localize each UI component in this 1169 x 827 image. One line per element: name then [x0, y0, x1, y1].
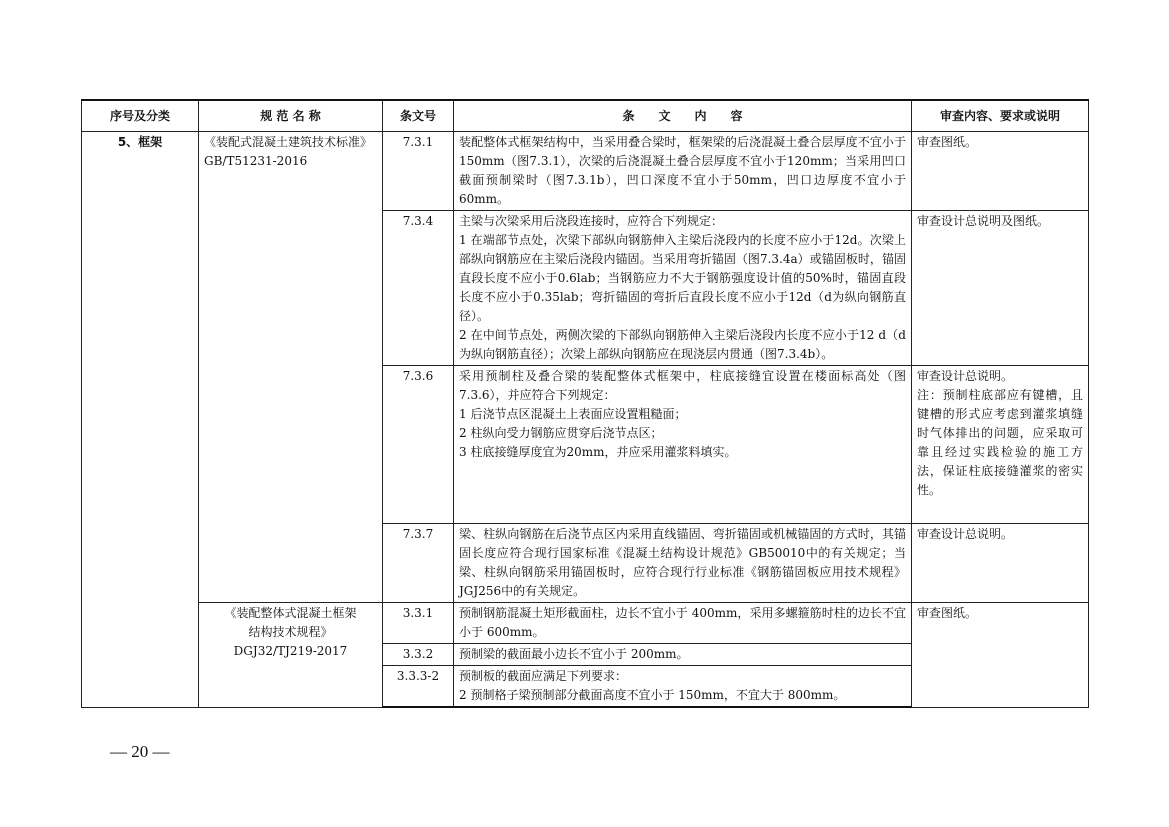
review-text: 审查设计总说明。 [917, 369, 1014, 383]
review-text: 审查设计总说明。 [917, 527, 1014, 541]
clause-content-cell [454, 644, 912, 666]
content-paragraph: 主梁与次梁采用后浇段连接时，应符合下列规定： [459, 214, 724, 228]
header-standard-name: 规 范 名 称 [199, 100, 383, 132]
content-paragraph: 2 柱纵向受力钢筋应贯穿后浇节点区； [459, 426, 663, 440]
content-paragraph: 采用预制柱及叠合梁的装配整体式框架中，柱底接缝宜设置在楼面标高处（图7.3.6），并应符合下列规定： [459, 369, 906, 402]
standard-name-line: 结构技术规程》 [248, 625, 333, 639]
clause-no-cell: 7.3.1 [383, 132, 454, 211]
review-cell [912, 211, 1089, 366]
content-paragraph: 预制板的截面应满足下列要求： [459, 669, 628, 683]
header-clause-content: 条 文 内 容 [454, 100, 912, 132]
content-paragraph: 1 后浇节点区混凝土上表面应设置粗糙面； [459, 407, 687, 421]
review-cell [912, 524, 1089, 603]
table-row [82, 603, 1089, 644]
content-paragraph: 装配整体式框架结构中，当采用叠合梁时，框架梁的后浇混凝土叠合层厚度不宜小于150mm（图7.3.1），次梁的后浇混凝土叠合层厚度不宜小于120mm；当采用凹口截面预制梁时（图7.3.1b），凹口深度不宜小于50mm，凹口边厚度不宜小于60mm。 [459, 135, 906, 206]
clause-no-cell: 3.3.3-2 [383, 666, 454, 708]
clause-content-cell [454, 132, 912, 211]
clause-content-cell [454, 666, 912, 708]
content-paragraph: 2 在中间节点处，两侧次梁的下部纵向钢筋伸入主梁后浇段内长度不应小于12 d（d为纵向钢筋直径）；次梁上部纵向钢筋应在现浇层内贯通（图7.3.4b）。 [459, 328, 906, 361]
content-paragraph: 1 在端部节点处，次梁下部纵向钢筋伸入主梁后浇段内的长度不应小于12d。次梁上部纵向钢筋应在主梁后浇段内锚固。当采用弯折锚固（图7.3.4a）或锚固板时，锚固直段长度不应小于0.6lab；当钢筋应力不大于钢筋强度设计值的50%时，锚固直段长度不应小于0.35lab；弯折锚固的弯折后直段长度不应小于12d（d为纵向钢筋直径）。 [459, 233, 906, 323]
standard-name-cell [199, 603, 383, 708]
header-category: 序号及分类 [82, 100, 199, 132]
review-text: 审查图纸。 [917, 135, 978, 149]
clause-content-cell [454, 211, 912, 366]
clause-no-cell: 7.3.7 [383, 524, 454, 603]
review-cell [912, 132, 1089, 211]
standard-name-line: 《装配整体式混凝土框架 [224, 606, 357, 620]
content-paragraph: 3 柱底接缝厚度宜为20mm，并应采用灌浆料填实。 [459, 445, 737, 459]
review-cell [912, 366, 1089, 524]
clause-content-cell [454, 524, 912, 603]
spec-table [81, 99, 1089, 708]
review-note: 注：预制柱底部应有键槽，且键槽的形式应考虑到灌浆填缝时气体排出的问题，应采取可靠且经过实践检验的施工方法，保证柱底接缝灌浆的密实性。 [917, 388, 1083, 497]
standard-name-cell: 《装配式混凝土建筑技术标准》GB/T51231-2016 [199, 132, 383, 603]
table-row [82, 132, 1089, 211]
clause-content-cell [454, 603, 912, 644]
clause-no-cell: 3.3.2 [383, 644, 454, 666]
standard-name-line: DGJ32/TJ219-2017 [233, 644, 348, 658]
content-paragraph: 预制梁的截面最小边长不宜小于 200mm。 [459, 647, 689, 661]
header-review: 审查内容、要求或说明 [912, 100, 1089, 132]
page-number: — 20 — [110, 742, 170, 761]
clause-no-cell: 7.3.6 [383, 366, 454, 524]
header-clause-no: 条文号 [383, 100, 454, 132]
content-paragraph: 2 预制格子梁预制部分截面高度不宜小于 150mm，不宜大于 800mm。 [459, 688, 846, 702]
clause-content-cell [454, 366, 912, 524]
review-cell [912, 603, 1089, 708]
review-text: 审查设计总说明及图纸。 [917, 214, 1050, 228]
review-text: 审查图纸。 [917, 606, 978, 620]
content-paragraph: 预制钢筋混凝土矩形截面柱，边长不宜小于 400mm，采用多螺箍筋时柱的边长不宜小于 600mm。 [459, 606, 906, 639]
clause-no-cell: 3.3.1 [383, 603, 454, 644]
clause-no-cell: 7.3.4 [383, 211, 454, 366]
table-header-row [82, 100, 1089, 132]
content-paragraph: 梁、柱纵向钢筋在后浇节点区内采用直线锚固、弯折锚固或机械锚固的方式时，其锚固长度应符合现行国家标准《混凝土结构设计规范》GB50010中的有关规定；当梁、柱纵向钢筋采用锚固板时，应符合现行行业标准《钢筋锚固板应用技术规程》JGJ256中的有关规定。 [459, 527, 906, 598]
category-cell: 5、框架 [82, 132, 199, 708]
